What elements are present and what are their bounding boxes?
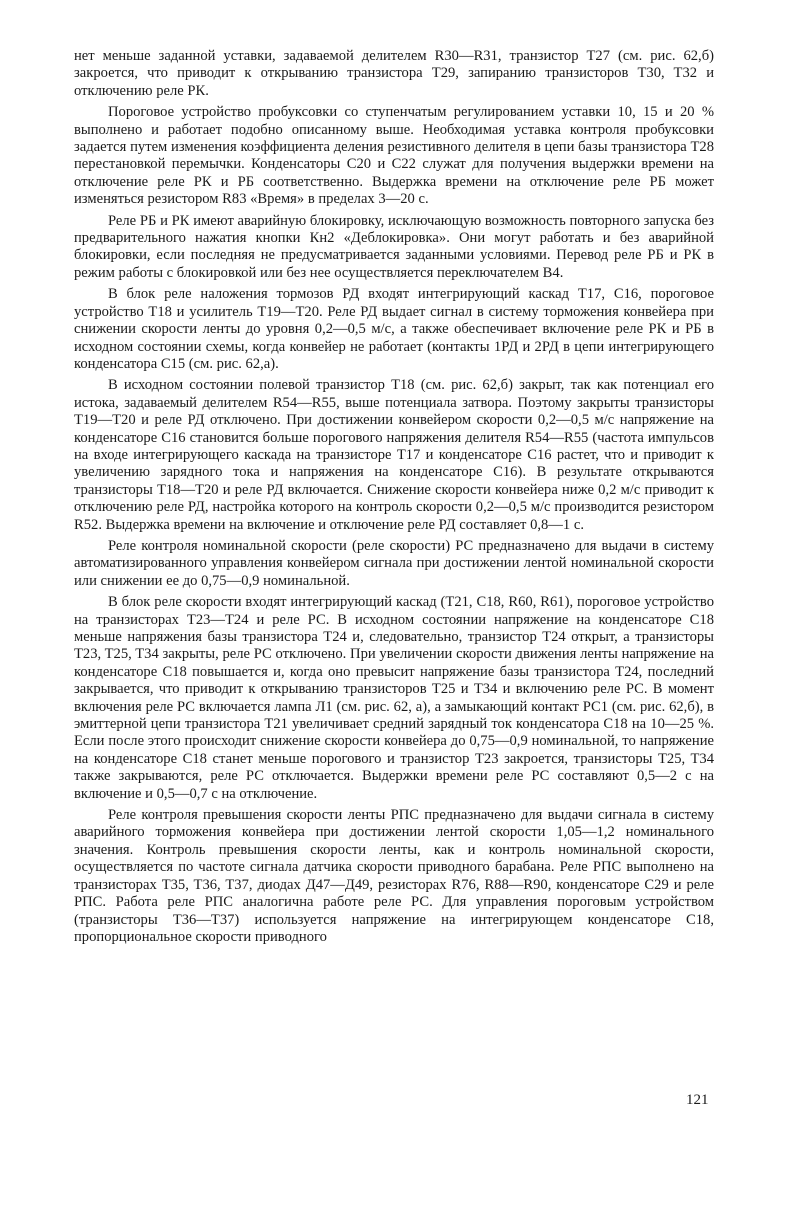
paragraph-4: В блок реле наложения тормозов РД входят интегрирующий каскад T17, C16, пороговое устройство T18 и усилитель T19—T20. Реле РД выдает сигнал в систему торможения конвейера при снижении скорости ленты до уровня 0,2—0,5 м/с, а также обеспечивает включение реле РК и РБ в исходном состоянии схемы, когда конвейер не работает (контакты 1РД и 2РД в цепи интегрирующего конденсатора C15 (см. рис. 62,а). (74, 286, 714, 372)
paragraph-5: В исходном состоянии полевой транзистор T18 (см. рис. 62,б) закрыт, так как потенциал его истока, задаваемый делителем R54—R55, выше потенциала затвора. Поэтому закрыты транзисторы T19—T20 и реле РД отключено. При достижении конвейером скорости 0,2—0,5 м/с напряжение на конденсаторе C16 становится больше порогового напряжения делителя R54—R55 (частота импульсов на входе интегрирующего каскада на транзисторе T17 и конденсаторе C16 растет, что и приводит к увеличению зарядного тока и напряжения на конденсаторе C16). В результате открываются транзисторы T18—T20 и реле РД включается. Снижение скорости конвейера ниже 0,2 м/с приводит к отключению реле РД, настройка которого на контроль скорости 0,2—0,5 м/с производится резистором R52. Выдержка времени на включение и отключение реле РД составляет 0,8—1 с. (74, 377, 714, 533)
paragraph-3: Реле РБ и РК имеют аварийную блокировку, исключающую возможность повторного запуска без предварительного нажатия кнопки Кн2 «Деблокировка». Они могут работать и без аварийной блокировки, если последняя не предусматривается заданными условиями. Перевод реле РБ и РК в режим работы с блокировкой или без нее осуществляется переключателем B4. (74, 212, 714, 281)
paragraph-2: Пороговое устройство пробуксовки со ступенчатым регулированием уставки 10, 15 и 20 % выполнено и работает подобно описанному выше. Необходимая уставка контроля пробуксовки задается путем изменения коэффициента деления резистивного делителя в цепи базы транзистора T28 перестановкой перемычки. Конденсаторы C20 и C22 служат для получения выдержки времени на отключение реле РК и РБ соответственно. Выдержка времени на отключение реле РБ может изменяться резистором R83 «Время» в пределах 3—20 с. (74, 104, 714, 208)
paragraph-7: В блок реле скорости входят интегрирующий каскад (T21, C18, R60, R61), пороговое устройство на транзисторах T23—T24 и реле РС. В исходном состоянии напряжение на конденсаторе C18 меньше напряжения базы транзистора T24 и, следовательно, транзистор T24 открыт, а транзисторы T23, T25, T34 закрыты, реле РС отключено. При увеличении скорости движения ленты напряжение на конденсаторе C18 повышается и, когда оно превысит напряжение базы транзистора T24, последний закрывается, что приводит к открыванию транзисторов T25 и T34 и включению реле РС. В момент включения реле РС включается лампа Л1 (см. рис. 62, а), а замыкающий контакт РС1 (см. рис. 62,б), в эмиттерной цепи транзистора T21 увеличивает средний зарядный ток конденсатора C18 на 10—25 %. Если после этого происходит снижение скорости конвейера до 0,75—0,9 номинальной, то напряжение на конденсаторе C18 станет меньше порогового и транзистор T23 закроется, транзисторы T25, T34 также закрываются, реле РС отключается. Выдержки времени реле РС составляют 0,5—2 с на включение и 0,5—0,7 с на отключение. (74, 594, 714, 802)
page-number: 121 (686, 1092, 709, 1108)
paragraph-6: Реле контроля номинальной скорости (реле скорости) РС предназначено для выдачи в систему автоматизированного управления конвейером сигнала при достижении лентой номинальной скорости или снижении ее до 0,75—0,9 номинальной. (74, 537, 714, 589)
page-body (74, 48, 714, 950)
paragraph-1: нет меньше заданной уставки, задаваемой делителем R30—R31, транзистор T27 (см. рис. 62,б) закроется, что приводит к открыванию транзистора T29, запиранию транзисторов T30, T32 и отключению реле РК. (74, 48, 714, 99)
paragraph-8: Реле контроля превышения скорости ленты РПС предназначено для выдачи сигнала в систему аварийного торможения конвейера при достижении лентой скорости 1,05—1,2 номинального значения. Контроль превышения скорости ленты, как и контроль номинальной скорости, осуществляется по частоте сигнала датчика скорости приводного барабана. Реле РПС выполнено на транзисторах T35, T36, T37, диодах Д47—Д49, резисторах R76, R88—R90, конденсаторе C29 и реле РПС. Работа реле РПС аналогична работе реле РС. Для управления пороговым устройством (транзисторы T36—T37) используется напряжение на интегрирующем конденсаторе C18, пропорциональное скорости приводного (74, 807, 714, 945)
